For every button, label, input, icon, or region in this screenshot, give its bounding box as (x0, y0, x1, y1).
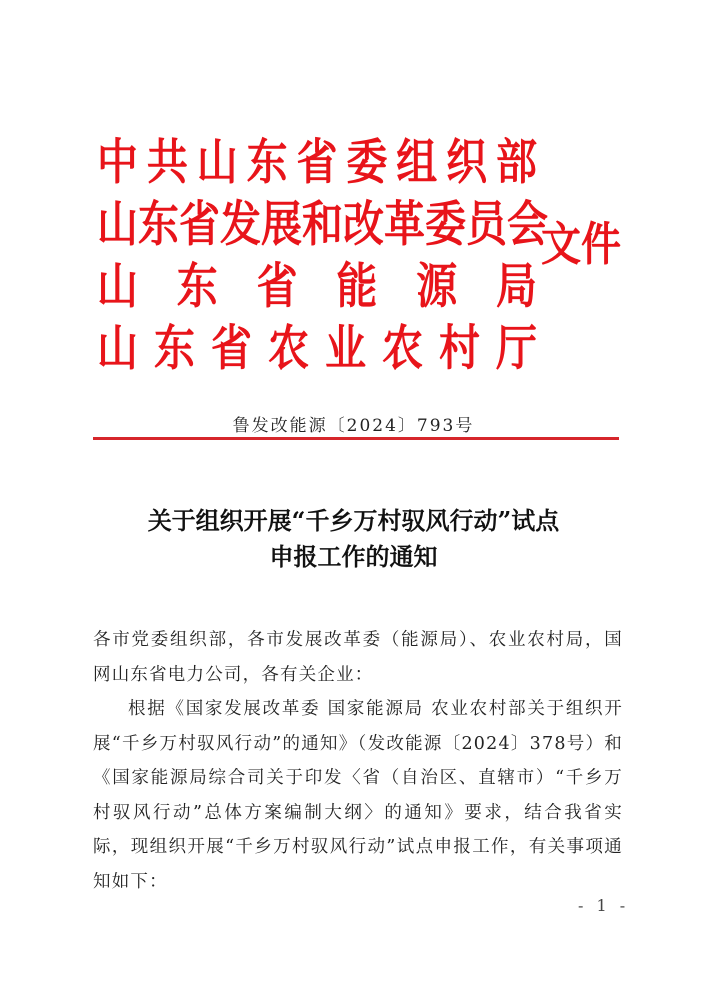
issuer-line-3: 山 东 省 能 源 局 (97, 257, 537, 315)
page-number: - 1 - (578, 896, 630, 915)
title-line-1: 关于组织开展“千乡万村驭风行动”试点 (147, 506, 560, 535)
salutation: 各市党委组织部，各市发展改革委（能源局）、农业农村局，国网山东省电力公司，各有关企业： (93, 630, 623, 685)
document-title (0, 503, 707, 575)
title-line-2: 申报工作的通知 (269, 542, 438, 571)
issuer-line-1: 中 共 山 东 省 委 组 织 部 (97, 133, 537, 191)
issuer-line-4: 山 东 省 农 业 农 村 厅 (97, 319, 537, 377)
document-body (93, 623, 623, 899)
paragraph-1: 根据《国家发展改革委 国家能源局 农业农村部关于组织开展“千乡万村驭风行动”的通知》（发改能源〔2024〕378号）和《国家能源局综合司关于印发〈省（自治区、直辖市）“千乡万村驭风行动”总体方案编制大纲〉的通知》要求，结合我省实际，现组织开展“千乡万村驭风行动”试点申报工作，有关事项通知如下： (93, 699, 623, 892)
document-suffix: 文件 (541, 218, 621, 272)
issuer-line-2: 山 东 省 发 展 和 改 革 委 员 会 (97, 195, 548, 253)
red-divider (93, 437, 619, 440)
issuer-block (97, 131, 548, 379)
document-number: 鲁发改能源〔2024〕793号 (232, 416, 475, 436)
